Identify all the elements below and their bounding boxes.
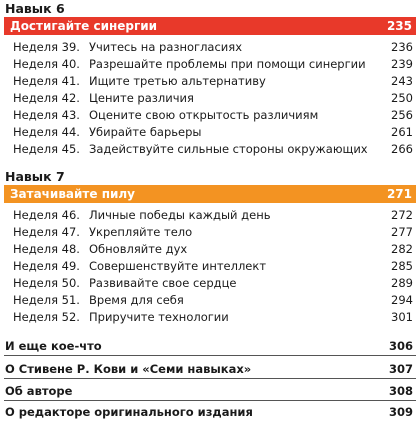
week-title: Совершенствуйте интеллект (89, 259, 267, 273)
week-title: Разрешайте проблемы при помощи синергии (89, 57, 366, 71)
skill-6-chapter-bar[interactable] (4, 17, 416, 35)
page-number: 256 (391, 108, 413, 122)
toc-extra-row[interactable] (0, 337, 420, 355)
page-number: 294 (391, 293, 413, 307)
toc-row[interactable] (0, 38, 420, 56)
week-number: Неделя 46. (13, 208, 80, 222)
page-number: 239 (391, 57, 413, 71)
page-number: 236 (391, 40, 413, 54)
toc-row[interactable] (0, 206, 420, 224)
divider (4, 378, 416, 379)
week-title: Учитесь на разногласиях (89, 40, 243, 54)
week-number: Неделя 43. (13, 108, 80, 122)
page-number: 261 (391, 125, 413, 139)
page-number: 250 (391, 91, 413, 105)
toc-row[interactable] (0, 106, 420, 124)
toc-row[interactable] (0, 89, 420, 107)
week-title: Время для себя (89, 293, 184, 307)
week-title: Оцените свою открытость различиям (89, 108, 319, 122)
toc-extra-row[interactable] (0, 403, 420, 421)
page-number: 301 (391, 310, 413, 324)
week-title: Цените различия (89, 91, 194, 105)
page-number: 277 (391, 225, 413, 239)
week-number: Неделя 48. (13, 242, 80, 256)
extra-title: Об авторе (5, 384, 73, 398)
toc-row[interactable] (0, 240, 420, 258)
week-title: Задействуйте сильные стороны окружающих (89, 142, 368, 156)
toc-row[interactable] (0, 274, 420, 292)
toc-row[interactable] (0, 140, 420, 158)
week-number: Неделя 45. (13, 142, 80, 156)
page-number: 309 (388, 405, 413, 419)
week-number: Неделя 52. (13, 310, 80, 324)
week-title: Убирайте барьеры (89, 125, 202, 139)
skill-7-chapter-bar[interactable] (4, 185, 416, 203)
week-title: Приручите технологии (89, 310, 229, 324)
extra-title: И еще кое-что (5, 339, 102, 353)
skill-6-heading: Навык 6 (5, 1, 65, 16)
toc-row[interactable] (0, 123, 420, 141)
week-number: Неделя 44. (13, 125, 80, 139)
week-number: Неделя 41. (13, 74, 80, 88)
toc-row[interactable] (0, 223, 420, 241)
extra-title: О редакторе оригинального издания (5, 405, 253, 419)
page-number: 306 (388, 339, 413, 353)
extra-title: О Стивене Р. Кови и «Семи навыках» (5, 362, 252, 376)
page-number: 272 (391, 208, 413, 222)
divider (4, 355, 416, 356)
week-number: Неделя 42. (13, 91, 80, 105)
week-number: Неделя 49. (13, 259, 80, 273)
chapter-page: 271 (386, 187, 412, 201)
divider (4, 400, 416, 401)
chapter-title: Затачивайте пилу (10, 187, 136, 201)
page-number: 266 (391, 142, 413, 156)
toc-row[interactable] (0, 291, 420, 309)
toc-extra-row[interactable] (0, 382, 420, 400)
week-number: Неделя 51. (13, 293, 80, 307)
week-number: Неделя 50. (13, 276, 80, 290)
toc-row[interactable] (0, 55, 420, 73)
chapter-page: 235 (386, 19, 412, 33)
week-title: Ищите третью альтернативу (89, 74, 266, 88)
page-number: 289 (391, 276, 413, 290)
page-number: 243 (391, 74, 413, 88)
toc-row[interactable] (0, 72, 420, 90)
skill-7-heading: Навык 7 (5, 169, 65, 184)
toc-extra-row[interactable] (0, 360, 420, 378)
week-title: Укрепляйте тело (89, 225, 193, 239)
page-number: 285 (391, 259, 413, 273)
page-number: 307 (388, 362, 413, 376)
week-number: Неделя 40. (13, 57, 80, 71)
toc-row[interactable] (0, 308, 420, 326)
week-number: Неделя 47. (13, 225, 80, 239)
week-title: Развивайте свое сердце (89, 276, 237, 290)
page-number: 282 (391, 242, 413, 256)
page-number: 308 (388, 384, 413, 398)
week-title: Обновляйте дух (89, 242, 188, 256)
week-title: Личные победы каждый день (89, 208, 271, 222)
week-number: Неделя 39. (13, 40, 80, 54)
chapter-title: Достигайте синергии (10, 19, 158, 33)
toc-row[interactable] (0, 257, 420, 275)
